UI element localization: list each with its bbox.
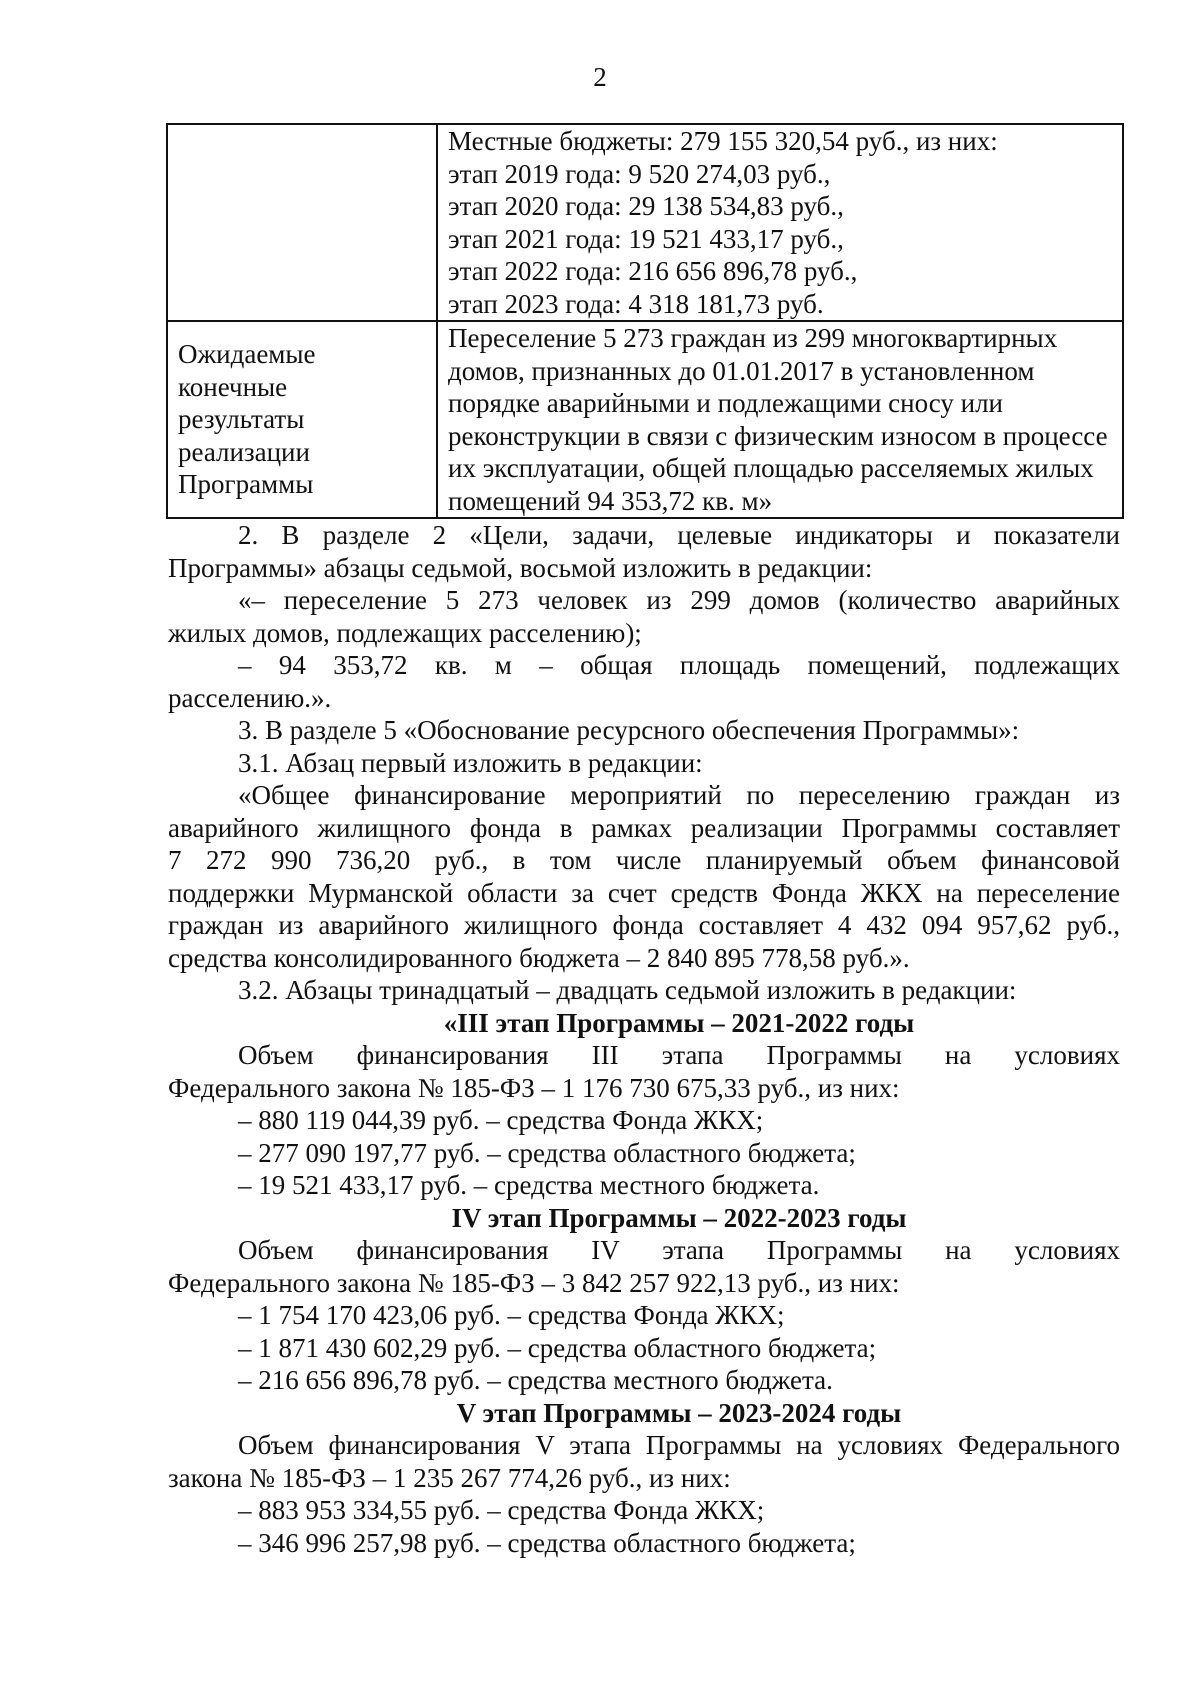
local-budgets-total: Местные бюджеты: 279 155 320,54 руб., из них:	[448, 126, 998, 156]
stage-5-line: закона № 185-ФЗ – 1 235 267 774,26 руб., из них:	[168, 1462, 731, 1493]
table-row-expected-results	[167, 321, 1123, 518]
label-line: Программы	[178, 469, 314, 500]
list-item: – 880 119 044,39 руб. – средства Фонда ЖКХ;	[238, 1105, 764, 1135]
quoted-item-line: «– переселение 5 273 человек из 299 домов (количество аварийных	[238, 585, 1120, 615]
financing-paragraph-line: граждан из аварийного жилищного фонда составляет 4 432 094 957,62 руб.,	[168, 910, 1120, 940]
quoted-item-line: расселению.».	[168, 682, 332, 713]
quoted-item-line: жилых домов, подлежащих расселению);	[168, 617, 642, 648]
paragraph-3-2: 3.2. Абзацы тринадцатый – двадцать седьмой изложить в редакции:	[238, 975, 1017, 1005]
list-item: – 1 754 170 423,06 руб. – средства Фонда ЖКХ;	[238, 1300, 785, 1330]
stage-4-heading: IV этап Программы – 2022-2023 годы	[451, 1202, 907, 1233]
results-line: Переселение 5 273 граждан из 299 многоквартирных	[448, 323, 1058, 353]
results-line: их эксплуатации, общей площадью расселяемых жилых	[448, 453, 1094, 483]
stage-2023-amount: этап 2023 года: 4 318 181,73 руб.	[448, 288, 824, 319]
list-item: – 1 871 430 602,29 руб. – средства областного бюджета;	[238, 1332, 877, 1363]
list-item: – 19 521 433,17 руб. – средства местного бюджета.	[238, 1170, 820, 1200]
financing-paragraph-line: аварийного жилищного фонда в рамках реализации Программы составляет	[168, 812, 1120, 843]
stage-2019-amount: этап 2019 года: 9 520 274,03 руб.,	[448, 158, 831, 189]
results-line: помещений 94 353,72 кв. м»	[448, 485, 773, 516]
paragraph-2-line: 2. В разделе 2 «Цели, задачи, целевые индикаторы и показатели	[238, 520, 1120, 550]
financing-paragraph-line: «Общее финансирование мероприятий по переселению граждан из	[238, 780, 1120, 810]
table-row-local-budgets	[167, 124, 1123, 321]
financing-paragraph-line: 7 272 990 736,20 руб., в том числе планируемый объем финансовой	[168, 845, 1120, 875]
paragraph-3-1: 3.1. Абзац первый изложить в редакции:	[238, 747, 703, 778]
stage-2021-amount: этап 2021 года: 19 521 433,17 руб.,	[448, 223, 844, 254]
table-cell-expected-results	[437, 321, 1123, 518]
results-line: домов, признанных до 01.01.2017 в установленном	[448, 355, 1035, 386]
list-item: – 216 656 896,78 руб. – средства местного бюджета.	[238, 1365, 833, 1395]
stage-2022-amount: этап 2022 года: 216 656 896,78 руб.,	[448, 256, 858, 286]
results-line: реконструкции в связи с физическим износом в процессе	[448, 420, 1108, 451]
document-body	[168, 519, 1120, 1559]
stage-5-line: Объем финансирования V этапа Программы на условиях Федерального	[238, 1430, 1120, 1460]
table-cell-local-budgets	[437, 124, 1123, 321]
paragraph-3: 3. В разделе 5 «Обоснование ресурсного обеспечения Программы»:	[238, 715, 1020, 745]
financing-paragraph-line: средства консолидированного бюджета – 2 840 895 778,58 руб.».	[168, 942, 910, 973]
stage-5-heading: V этап Программы – 2023-2024 годы	[456, 1397, 902, 1428]
table-cell-expected-results-label	[167, 321, 437, 518]
stage-2020-amount: этап 2020 года: 29 138 534,83 руб.,	[448, 191, 844, 221]
quoted-item-line: – 94 353,72 кв. м – общая площадь помещений, подлежащих	[238, 650, 1120, 680]
stage-4-line: Федерального закона № 185-ФЗ – 3 842 257 922,13 руб., из них:	[168, 1267, 900, 1298]
program-passport-table	[166, 123, 1124, 519]
page-number: 2	[593, 62, 607, 92]
label-line: Ожидаемые	[178, 339, 316, 370]
financing-paragraph-line: поддержки Мурманской области за счет средств Фонда ЖКХ на переселение	[168, 877, 1120, 908]
results-line: порядке аварийными и подлежащими сносу или	[448, 388, 1004, 418]
list-item: – 277 090 197,77 руб. – средства областного бюджета;	[238, 1137, 856, 1168]
paragraph-2-line: Программы» абзацы седьмой, восьмой изложить в редакции:	[168, 552, 873, 583]
stage-4-line: Объем финансирования IV этапа Программы на условиях	[238, 1235, 1120, 1265]
stage-3-line: Федерального закона № 185-ФЗ – 1 176 730 675,33 руб., из них:	[168, 1072, 900, 1103]
label-line: результаты	[178, 404, 305, 435]
label-line: конечные	[178, 371, 288, 402]
list-item: – 346 996 257,98 руб. – средства областного бюджета;	[238, 1527, 856, 1558]
stage-3-line: Объем финансирования III этапа Программы на условиях	[238, 1040, 1120, 1070]
list-item: – 883 953 334,55 руб. – средства Фонда ЖКХ;	[238, 1495, 765, 1525]
label-line: реализации	[178, 436, 310, 467]
stage-3-heading: «III этап Программы – 2021-2022 годы	[443, 1007, 915, 1038]
table-cell-empty-label	[167, 124, 437, 321]
